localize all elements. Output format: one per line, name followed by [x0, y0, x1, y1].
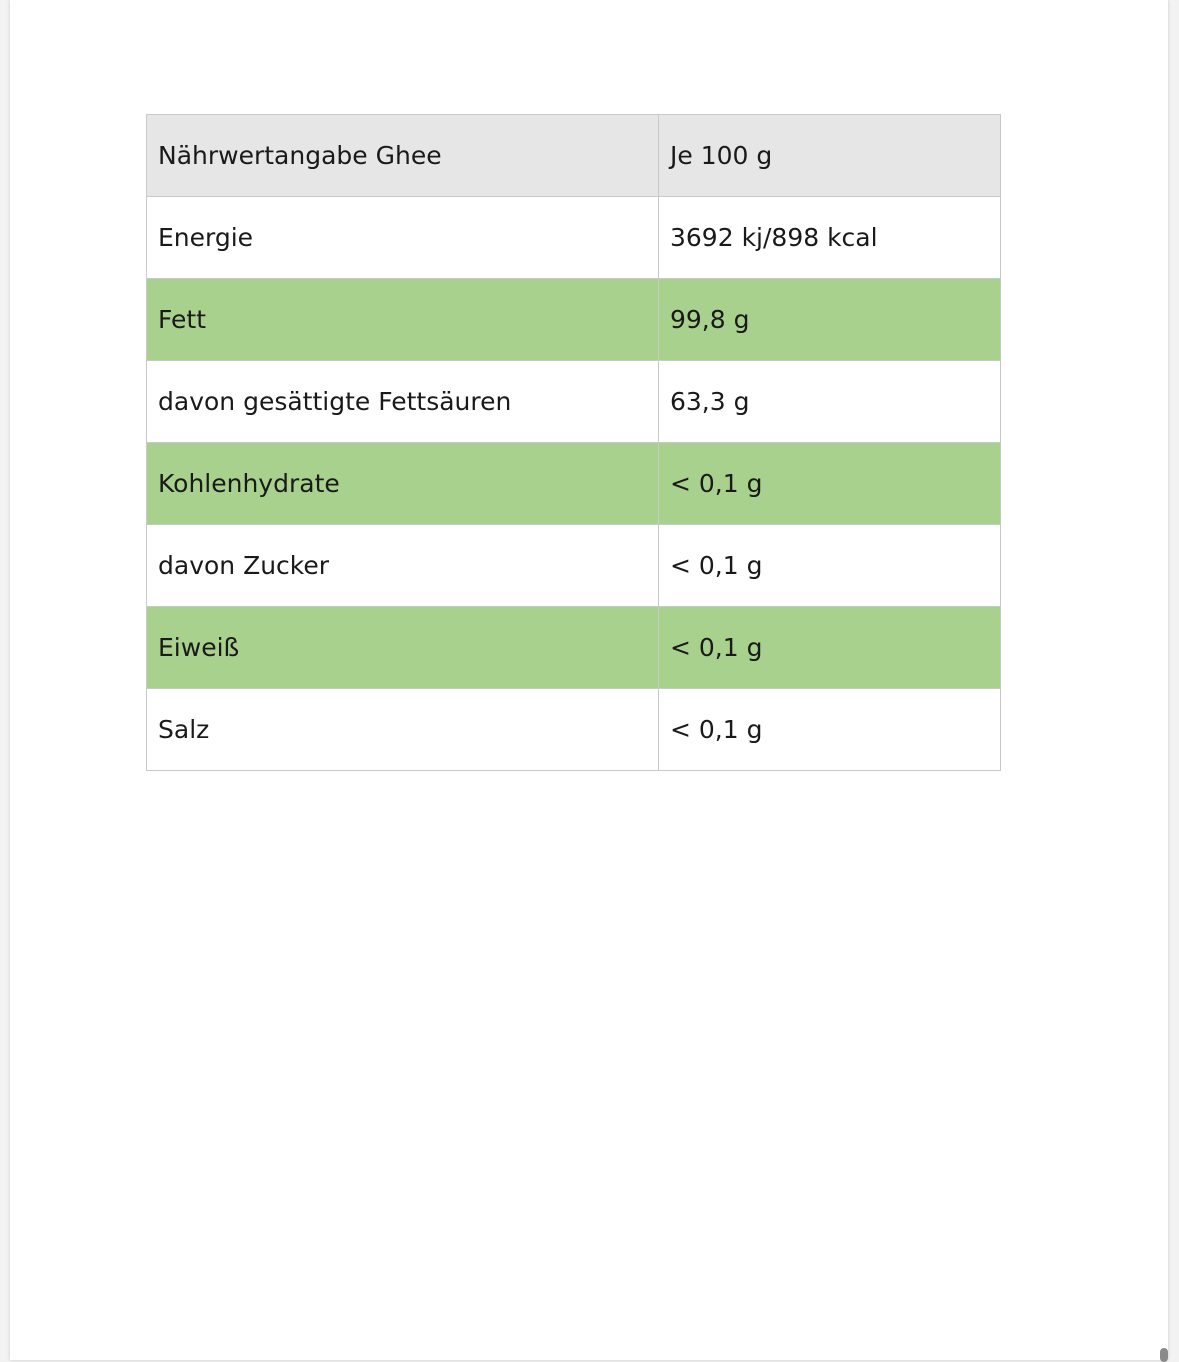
row-label: Eiweiß — [147, 607, 659, 689]
header-value-cell: Je 100 g — [659, 115, 1001, 197]
row-label: davon Zucker — [147, 525, 659, 607]
row-value: < 0,1 g — [659, 525, 1001, 607]
document-page — [10, 0, 1168, 1360]
row-label: Kohlenhydrate — [147, 443, 659, 525]
table-row-kohlenhydrate — [147, 443, 1001, 525]
row-label: Salz — [147, 689, 659, 771]
row-label: davon gesättigte Fettsäuren — [147, 361, 659, 443]
row-value: < 0,1 g — [659, 689, 1001, 771]
table-row-energie — [147, 197, 1001, 279]
nutrition-table — [146, 114, 1001, 771]
table-row-salz — [147, 689, 1001, 771]
table-row-zucker — [147, 525, 1001, 607]
row-value: 63,3 g — [659, 361, 1001, 443]
table-row-eiweiss — [147, 607, 1001, 689]
row-value: 3692 kj/898 kcal — [659, 197, 1001, 279]
row-value: 99,8 g — [659, 279, 1001, 361]
table-header-row — [147, 115, 1001, 197]
row-value: < 0,1 g — [659, 443, 1001, 525]
table-row-fett — [147, 279, 1001, 361]
row-label: Fett — [147, 279, 659, 361]
table-row-gesaettigte-fettsaeuren — [147, 361, 1001, 443]
header-label-cell: Nährwertangabe Ghee — [147, 115, 659, 197]
row-label: Energie — [147, 197, 659, 279]
row-value: < 0,1 g — [659, 607, 1001, 689]
